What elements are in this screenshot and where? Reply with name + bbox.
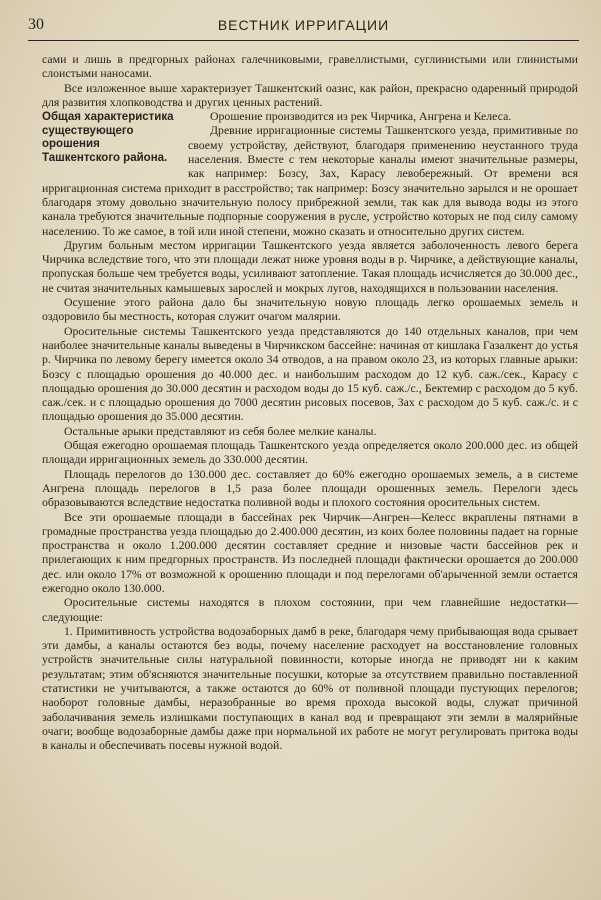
paragraph: Оросительные системы Ташкентского уезда представляются до 140 отдельных каналов, при чем наиболее значительные каналы выведены в Чирчикском бассейне: начиная от кишлака Газалкент до устья р. Чирчика по левому берегу имеется около 34 отводов, а на правом около 23, из которых главные арыки: Бозсу с площадью орошения до 40.000 дес. и наибольшим расходом до 12 куб. саж./сек., Карасу с площадью орошения до 30.000 десятин и расходом воды до 15 куб. саж./с., Бектемир с расходом до 5 куб. саж./сек. и с площадью орошения до 7000 десятин рисовых посевов, Зах с расходом до 5 куб. саж./с. и с площадью орошения до 35.000 десятин. <box>42 323 578 424</box>
paragraph: 1. Примитивность устройства водозаборных дамб в реке, благодаря чему прибывающая вода срывает эти дамбы, а каналы остаются без воды, почему население расходует на восстановление головных устройств значительные силы натуральной повинности, которые иногда не приводят ни к каким результатам; этим об'ясняются значительные посушки, которые за отсутствием правильно поставленной статистики не учитываются, а также остаются до 60% от поливной площади пустующих перелогов; наоборот головные дамбы, неразобранные во время прохода высокой воды, служат причиной заболачивания земель излишками поступающих в канал вод и превращают эти земли в малярийные очаги; вообще водозаборные дамбы даже при нормальной их работе не могут регулировать притока воды в каналы и обеспечивать посевы нужной водой. <box>42 623 578 753</box>
journal-title: ВЕСТНИК ИРРИГАЦИИ <box>217 17 390 33</box>
article-body <box>42 52 578 753</box>
paragraph: Орошение производится из рек Чирчика, Ангрена и Келеса. <box>210 109 512 124</box>
paragraph: Другим больным местом ирригации Ташкентского уезда является заболоченность левого берега Чирчика вследствие того, что эти площади лежат ниже уровня воды в р. Чирчике, а действующие каналы, пропуская больше чем требуется воды, усиливают затопление. Такая площадь исчисляется до 30.000 дес., не считая значительных камышевых зарослей и мокрых лугов, находящихся в пользовании населения. <box>42 237 578 295</box>
paragraph: Осушение этого района дало бы значительную новую площадь легко орошаемых земель и оздоровило бы местность, которая служит очагом малярии. <box>42 295 578 324</box>
paragraph: Общая ежегодно орошаемая площадь Ташкентского уезда определяется около 200.000 дес. из общей площади ирригационных земель до 330.000 десятин. <box>42 438 578 467</box>
paragraph: Все эти орошаемые площади в бассейнах рек Чирчик—Ангрен—Келесс вкраплены пятнами в громадные пространства уезда площадью до 2.400.000 десятин, из коих более половины падает на горные пространства и около 1.200.000 десятин составляет средние и низовые части бассейнов рек и прилегающих к ним предгорных пространств. Из последней площади фактически орошается до 200.000 дес. или около 17% от возможной к орошению площади и под перелогами об'арыченной земли остается ежегодно около 130.000. <box>42 509 578 595</box>
page-number: 30 <box>28 16 44 33</box>
paragraph: Оросительные системы находятся в плохом состоянии, при чем главнейшие недостатки—следующие: <box>42 595 578 624</box>
paragraph: Все изложенное выше характеризует Ташкентский оазис, как район, прекрасно одаренный природой для развития хлопководства и других ценных растений. <box>42 80 578 109</box>
page-header <box>28 14 579 41</box>
side-heading: Общая характеристика существующего орошения Ташкентского района. <box>42 111 174 164</box>
paragraph: Площадь перелогов до 130.000 дес. составляет до 60% ежегодно орошаемых земель, а в системе Ангрена площадь перелогов в 1,5 раза более площади орошенных земель. Перелоги здесь образовываются вследствие недостатка поливной воды и плохого состояния оросительных систем. <box>42 466 578 510</box>
paragraph: Древние ирригационные системы Ташкентского уезда, примитивные по своему устройству, действуют, благодаря применению неустанного труда населения. Вместе с тем некоторые каналы имеют значительные размеры, как например: Бозсу, Зах, Карасу левобережный. От времени вся ирригационная система приходит в расстройство; так например: Бозсу значительно зарылся и не орошает благодаря этому довольно значительную полосу прибрежной земли, так как для вывода воды из этого канала требуются значительные подпорные сооружения в русле, устройство которых не под силу самому населению. То же самое, в той или иной степени, можно сказать и относительно других систем. <box>42 123 578 238</box>
paragraph: сами и лишь в предгорных районах галечниковыми, гравеллистыми, суглинистыми или глинистыми слоистыми наносами. <box>42 52 578 81</box>
paragraph: Остальные арыки представляют из себя более мелкие каналы. <box>64 423 377 438</box>
